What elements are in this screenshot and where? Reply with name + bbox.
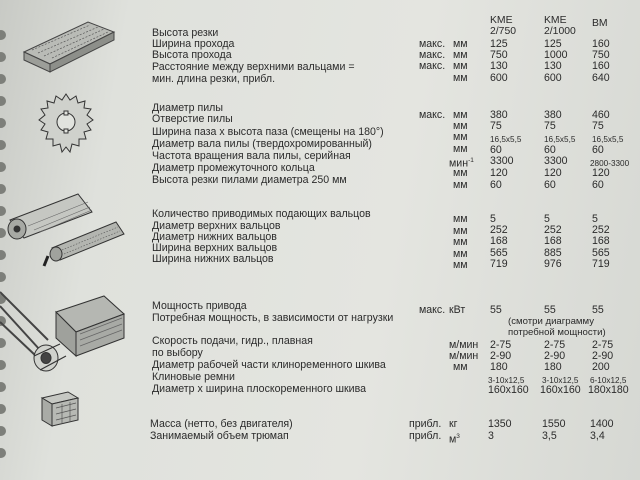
spec-unit: мм xyxy=(453,49,468,61)
spec-unit: мм xyxy=(453,248,468,260)
spec-value: 3 xyxy=(488,430,494,442)
spec-value: 976 xyxy=(544,258,562,270)
spec-value: 160х160 xyxy=(540,384,581,396)
spec-value: 380 xyxy=(490,109,508,121)
spec-value: 16,5х5,5 xyxy=(490,135,522,144)
col3-header-model: BM xyxy=(592,18,608,29)
spec-label: Диаметр промежуточного кольца xyxy=(152,162,315,174)
saw-blade-icon xyxy=(38,92,94,162)
spec-unit: мм xyxy=(453,361,468,373)
packing-crate-icon xyxy=(38,386,82,430)
spec-value: 460 xyxy=(592,109,610,121)
spec-limit: макс. xyxy=(419,49,446,61)
spec-label: Ширина паза х высота паза (смещены на 180°) xyxy=(152,126,384,138)
spec-limit: макс. xyxy=(419,60,446,72)
spec-label: по выбору xyxy=(152,347,203,359)
spec-value: 125 xyxy=(544,38,562,50)
spec-unit: мм xyxy=(453,225,468,237)
spec-value: 1350 xyxy=(488,418,512,430)
spec-value: 75 xyxy=(544,120,556,132)
spec-value: 1000 xyxy=(544,49,568,61)
spec-unit: кг xyxy=(449,418,458,430)
spec-value: 600 xyxy=(490,72,508,84)
spec-label: Диаметр нижних вальцов xyxy=(152,231,277,243)
col2-header-variant: 2/1000 xyxy=(544,26,576,37)
spec-label: Частота вращения вала пилы, серийная xyxy=(152,150,351,162)
spec-value: 55 xyxy=(490,304,502,316)
spec-label: Диаметр верхних вальцов xyxy=(152,220,281,232)
spec-value: 750 xyxy=(592,49,610,61)
spec-label: Ширина прохода xyxy=(152,38,235,50)
spec-value: 2800-3300 xyxy=(590,159,630,168)
spec-value: 160х160 xyxy=(488,384,529,396)
spec-label: Расстояние между верхними вальцами = xyxy=(152,61,355,73)
spec-label: Мощность привода xyxy=(152,300,247,312)
spec-limit: макс. xyxy=(419,304,446,316)
spec-unit: мм xyxy=(453,38,468,50)
spec-value: 6-10х12,5 xyxy=(590,376,627,385)
spec-unit-text: мин xyxy=(449,157,469,170)
spec-value: 120 xyxy=(490,167,508,179)
spec-value: 125 xyxy=(490,38,508,50)
spec-label: Отверстие пилы xyxy=(152,113,233,125)
spec-label: Скорость подачи, гидр., плавная xyxy=(152,335,313,347)
spec-value: 1400 xyxy=(590,418,614,430)
spec-label: мин. длина резки, прибл. xyxy=(152,73,276,85)
spec-value: 252 xyxy=(544,224,562,236)
spec-limit: прибл. xyxy=(409,418,442,430)
spec-value: 180 xyxy=(490,361,508,373)
spec-value: 55 xyxy=(592,304,604,316)
spec-value: 3,4 xyxy=(590,430,605,442)
spec-unit xyxy=(449,431,460,446)
spec-value: 75 xyxy=(592,120,604,132)
spec-value: 600 xyxy=(544,72,562,84)
spec-unit: м/мин xyxy=(449,339,479,351)
power-diagram-note: (смотри диаграмму xyxy=(508,316,595,327)
spec-value: 3,5 xyxy=(542,430,557,442)
spec-value: 565 xyxy=(490,247,508,259)
spec-value: 885 xyxy=(544,247,562,259)
planed-timber-icon xyxy=(18,14,118,76)
spec-value: 75 xyxy=(490,120,502,132)
spec-value: 60 xyxy=(592,144,604,156)
spec-unit: мм xyxy=(453,131,468,143)
spec-limit: макс. xyxy=(419,38,446,50)
spec-unit: мм xyxy=(453,179,468,191)
unit-exponent: -1 xyxy=(468,157,474,164)
spec-value: 3-10х12,5 xyxy=(488,376,525,385)
spec-value: 5 xyxy=(592,213,598,225)
spec-value: 2-75 xyxy=(490,339,512,351)
spec-label: Диаметр х ширина плоскоременного шкива xyxy=(152,383,366,395)
spec-label: Занимаемый объем трюмап xyxy=(150,430,289,442)
spec-value: 168 xyxy=(490,235,508,247)
spec-value: 5 xyxy=(544,213,550,225)
spec-unit: мм xyxy=(453,60,468,72)
spec-label: Диаметр рабочей части клиноременного шкива xyxy=(152,359,386,371)
feed-rollers-icon xyxy=(0,190,130,270)
spec-value: 60 xyxy=(490,179,502,191)
spec-unit: мм xyxy=(453,120,468,132)
spec-value: 60 xyxy=(544,144,556,156)
spec-label: Потребная мощность, в зависимости от нагрузки xyxy=(152,312,394,324)
spec-value: 640 xyxy=(592,72,610,84)
spec-value: 55 xyxy=(544,304,556,316)
spec-value: 750 xyxy=(490,49,508,61)
power-diagram-note: потребной мощности) xyxy=(508,327,606,338)
spec-label: Количество приводимых подающих вальцов xyxy=(152,208,371,220)
col1-header-model: KME xyxy=(490,15,513,26)
spec-unit: мм xyxy=(453,213,468,225)
spec-value: 380 xyxy=(544,109,562,121)
spec-unit: мм xyxy=(453,109,468,121)
motor-drive-icon xyxy=(0,282,132,378)
spec-value: 60 xyxy=(490,144,502,156)
spec-label: Диаметр вала пилы (твердохромированный) xyxy=(152,138,372,150)
spec-label: Высота резки xyxy=(152,27,219,39)
spec-value: 2-75 xyxy=(544,339,566,351)
spec-value: 168 xyxy=(544,235,562,247)
spec-value: 2-90 xyxy=(592,350,614,362)
spec-value: 2-90 xyxy=(544,350,566,362)
spec-label: Диаметр пилы xyxy=(152,102,223,114)
spec-unit: м/мин xyxy=(449,350,479,362)
spec-value: 252 xyxy=(592,224,610,236)
spec-value: 252 xyxy=(490,224,508,236)
spec-value: 5 xyxy=(490,213,496,225)
spec-value: 16,5х5,5 xyxy=(592,135,624,144)
spec-value: 3-10х12,5 xyxy=(542,376,579,385)
spec-value: 719 xyxy=(490,258,508,270)
spec-value: 3300 xyxy=(490,155,514,167)
spec-label: Клиновые ремни xyxy=(152,371,235,383)
spec-value: 130 xyxy=(544,60,562,72)
col2-header-model: KME xyxy=(544,15,567,26)
spec-value: 180х180 xyxy=(588,384,629,396)
spec-unit: мм xyxy=(453,72,468,84)
spec-unit: кВт xyxy=(449,304,466,316)
spec-value: 180 xyxy=(544,361,562,373)
spec-value: 2-75 xyxy=(592,339,614,351)
spec-value: 168 xyxy=(592,235,610,247)
spec-unit: мм xyxy=(453,259,468,271)
unit-exponent: 3 xyxy=(456,433,460,440)
spec-label: Ширина верхних вальцов xyxy=(152,242,278,254)
spec-value: 565 xyxy=(592,247,610,259)
spec-label: Высота прохода xyxy=(152,49,232,61)
spec-value: 2-90 xyxy=(490,350,512,362)
spec-value: 200 xyxy=(592,361,610,373)
spec-label: Масса (нетто, без двигателя) xyxy=(150,418,293,430)
spec-unit-text: м xyxy=(449,433,457,446)
spec-value: 60 xyxy=(592,179,604,191)
spec-value: 130 xyxy=(490,60,508,72)
spec-unit: мм xyxy=(453,143,468,155)
spec-value: 16,5х5,5 xyxy=(544,135,576,144)
spec-value: 1550 xyxy=(542,418,566,430)
spec-value: 60 xyxy=(544,179,556,191)
spec-value: 719 xyxy=(592,258,610,270)
spec-label: Ширина нижних вальцов xyxy=(152,253,274,265)
spec-label: Высота резки пилами диаметра 250 мм xyxy=(152,174,347,186)
spec-limit: прибл. xyxy=(409,430,442,442)
col1-header-variant: 2/750 xyxy=(490,26,517,37)
spec-value: 3300 xyxy=(544,155,568,167)
spec-value: 120 xyxy=(544,167,562,179)
spec-limit: макс. xyxy=(419,109,446,121)
spec-unit: мм xyxy=(453,167,468,179)
spec-value: 160 xyxy=(592,60,610,72)
spec-unit: мм xyxy=(453,236,468,248)
spec-value: 160 xyxy=(592,38,610,50)
spec-value: 120 xyxy=(592,167,610,179)
